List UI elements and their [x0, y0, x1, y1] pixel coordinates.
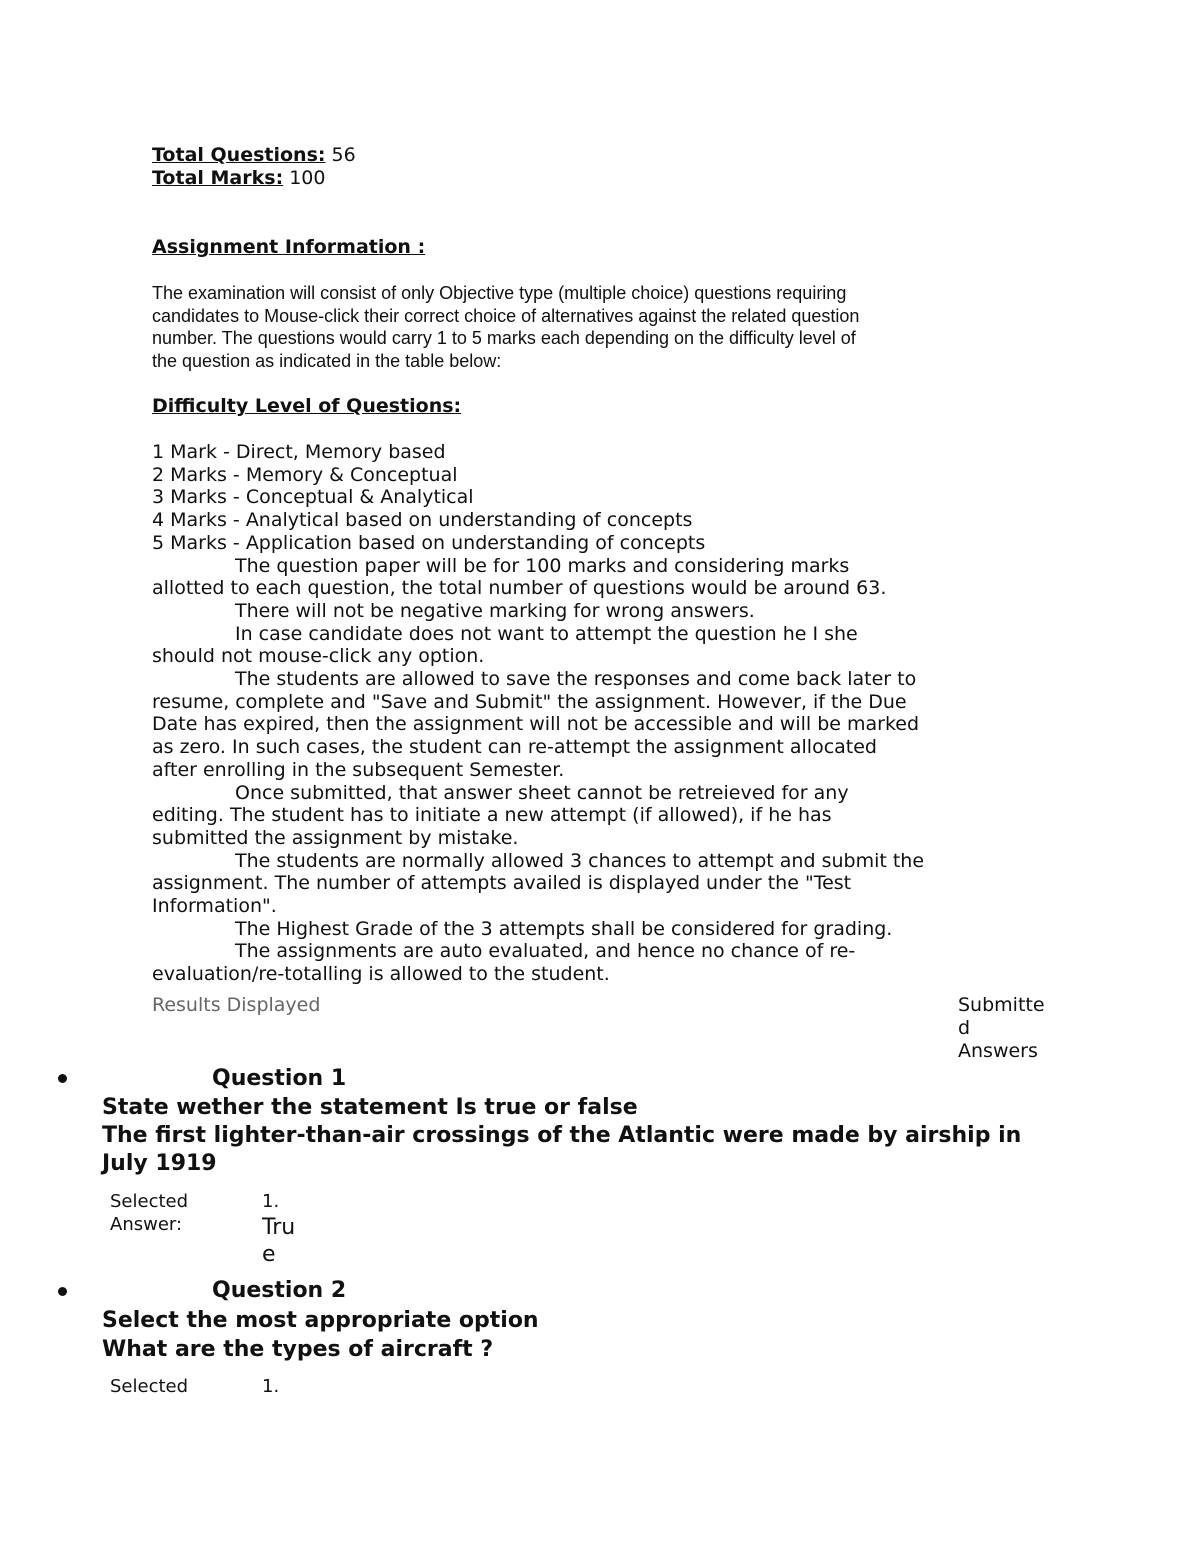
assignment-info-line: number. The questions would carry 1 to 5 marks each depending on the difficulty level of	[152, 328, 856, 348]
assignment-info-line: candidates to Mouse-click their correct choice of alternatives against the related question	[152, 305, 860, 326]
rule-line: submitted the assignment by mistake.	[152, 826, 519, 849]
selected-answer-label-line: Answer:	[110, 1214, 183, 1235]
selected-answer-label	[110, 1190, 188, 1236]
submitted-answers-line: d	[958, 1017, 971, 1039]
assignment-info-text	[152, 282, 859, 372]
question-title: Question 2	[212, 1278, 347, 1303]
answer-number: 1.	[262, 1191, 280, 1212]
question-line: The first lighter-than-air crossings of the Atlantic were made by airship in	[102, 1123, 1022, 1148]
selected-answer-label-line: Selected	[110, 1191, 189, 1212]
assignment-info-line: the question as indicated in the table below:	[152, 350, 502, 371]
total-questions-value: 56	[331, 144, 356, 166]
results-displayed-label: Results Displayed	[152, 994, 321, 1016]
rule-first-line: The question paper will be for 100 marks and considering marks	[235, 554, 850, 577]
rule-first-line: In case candidate does not want to attempt the question he I she	[235, 622, 858, 645]
difficulty-level-item: 4 Marks - Analytical based on understanding of concepts	[152, 509, 693, 532]
assignment-info-line: The examination will consist of only Objective type (multiple choice) questions requiring	[152, 283, 847, 303]
rule-line: assignment. The number of attempts availed is displayed under the "Test	[152, 872, 852, 895]
rule-line: as zero. In such cases, the student can re-attempt the assignment allocated	[152, 736, 877, 759]
selected-answer-value	[262, 1214, 295, 1268]
selected-answer-label: Selected	[110, 1376, 189, 1397]
rule-first-line: Once submitted, that answer sheet cannot be retreieved for any	[235, 781, 849, 804]
rule-first-line: The assignments are auto evaluated, and hence no chance of re-	[235, 940, 856, 963]
total-questions-label: Total Questions:	[152, 144, 326, 166]
bullet-icon	[58, 1287, 67, 1296]
total-marks-value: 100	[289, 167, 326, 189]
question-line: Select the most appropriate option	[102, 1308, 539, 1333]
selected-answer-line: Tru	[262, 1215, 296, 1240]
rule-line: should not mouse-click any option.	[152, 645, 485, 668]
selected-answer-line: e	[262, 1242, 276, 1267]
rule-first-line: The students are normally allowed 3 chances to attempt and submit the	[235, 849, 925, 872]
rule-first-line: The Highest Grade of the 3 attempts shall be considered for grading.	[235, 917, 893, 940]
rule-line: after enrolling in the subsequent Semester.	[152, 758, 565, 781]
total-marks-label: Total Marks:	[152, 167, 284, 189]
rule-line: evaluation/re-totalling is allowed to the student.	[152, 963, 610, 986]
rule-first-line: There will not be negative marking for wrong answers.	[235, 599, 755, 622]
difficulty-list	[152, 441, 924, 986]
difficulty-level-item: 5 Marks - Application based on understanding of concepts	[152, 531, 706, 554]
rule-first-line: The students are allowed to save the responses and come back later to	[235, 668, 917, 691]
question-line: State wether the statement Is true or false	[102, 1095, 638, 1120]
total-questions-row	[152, 144, 356, 167]
difficulty-level-item: 2 Marks - Memory & Conceptual	[152, 463, 458, 486]
rule-line: Date has expired, then the assignment will not be accessible and will be marked	[152, 713, 920, 736]
answer-number: 1.	[262, 1376, 280, 1397]
assignment-info-heading: Assignment Information :	[152, 236, 426, 258]
submitted-answers-label	[958, 994, 1045, 1063]
question-text	[102, 1094, 1021, 1178]
difficulty-heading: Difficulty Level of Questions:	[152, 395, 462, 417]
question-title: Question 1	[212, 1066, 347, 1091]
bullet-icon	[58, 1074, 67, 1083]
difficulty-level-item: 3 Marks - Conceptual & Analytical	[152, 486, 474, 509]
question-line: What are the types of aircraft ?	[102, 1337, 494, 1362]
rule-line: editing. The student has to initiate a new attempt (if allowed), if he has	[152, 804, 832, 827]
difficulty-level-item: 1 Mark - Direct, Memory based	[152, 441, 446, 463]
submitted-answers-line: Submitte	[958, 994, 1045, 1016]
total-marks-row	[152, 167, 325, 190]
rule-line: Information".	[152, 895, 277, 918]
question-line: July 1919	[102, 1151, 217, 1176]
submitted-answers-line: Answers	[958, 1040, 1038, 1062]
question-text	[102, 1306, 539, 1364]
rule-line: resume, complete and "Save and Submit" the assignment. However, if the Due	[152, 690, 907, 713]
rule-line: allotted to each question, the total number of questions would be around 63.	[152, 577, 887, 600]
